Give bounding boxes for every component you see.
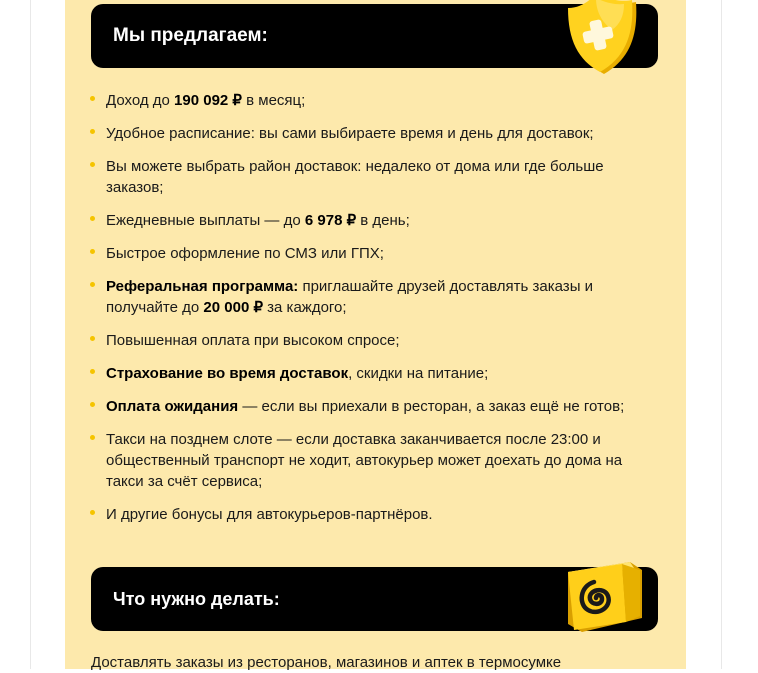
benefit-insurance: Страхование во время доставок, скидки на питание;: [90, 363, 660, 384]
benefit-taxi: Такси на позднем слоте — если доставка заканчивается после 23:00 и общественный транспорт не ходит, автокурьер может доехать до дома на такси за счёт сервиса;: [90, 429, 660, 492]
offer-title: Мы предлагаем:: [113, 25, 268, 46]
spiral-box-icon: [560, 558, 646, 636]
page-frame-left: [30, 0, 31, 669]
shield-plus-icon: [566, 0, 640, 78]
benefit-district: Вы можете выбрать район доставок: недалеко от дома или где больше заказов;: [90, 156, 660, 198]
benefit-surge-pay: Повышенная оплата при высоком спросе;: [90, 330, 660, 351]
benefit-schedule: Удобное расписание: вы сами выбираете время и день для доставок;: [90, 123, 660, 144]
benefits-list: [90, 90, 660, 537]
todo-title: Что нужно делать:: [113, 589, 280, 609]
benefit-registration: Быстрое оформление по СМЗ или ГПХ;: [90, 243, 660, 264]
benefit-income: Доход до 190 092 ₽ в месяц;: [90, 90, 660, 111]
benefit-other: И другие бонусы для автокурьеров-партнёров.: [90, 504, 660, 525]
benefit-waiting-pay: Оплата ожидания — если вы приехали в ресторан, а заказ ещё не готов;: [90, 396, 660, 417]
todo-intro-text: Доставлять заказы из ресторанов, магазинов и аптек в термосумке: [91, 654, 562, 671]
benefit-referral: Реферальная программа: приглашайте друзей доставлять заказы и получайте до 20 000 ₽ за каждого;: [90, 276, 660, 318]
benefit-daily-payouts: Ежедневные выплаты — до 6 978 ₽ в день;: [90, 210, 660, 231]
page-frame-right: [721, 0, 722, 669]
